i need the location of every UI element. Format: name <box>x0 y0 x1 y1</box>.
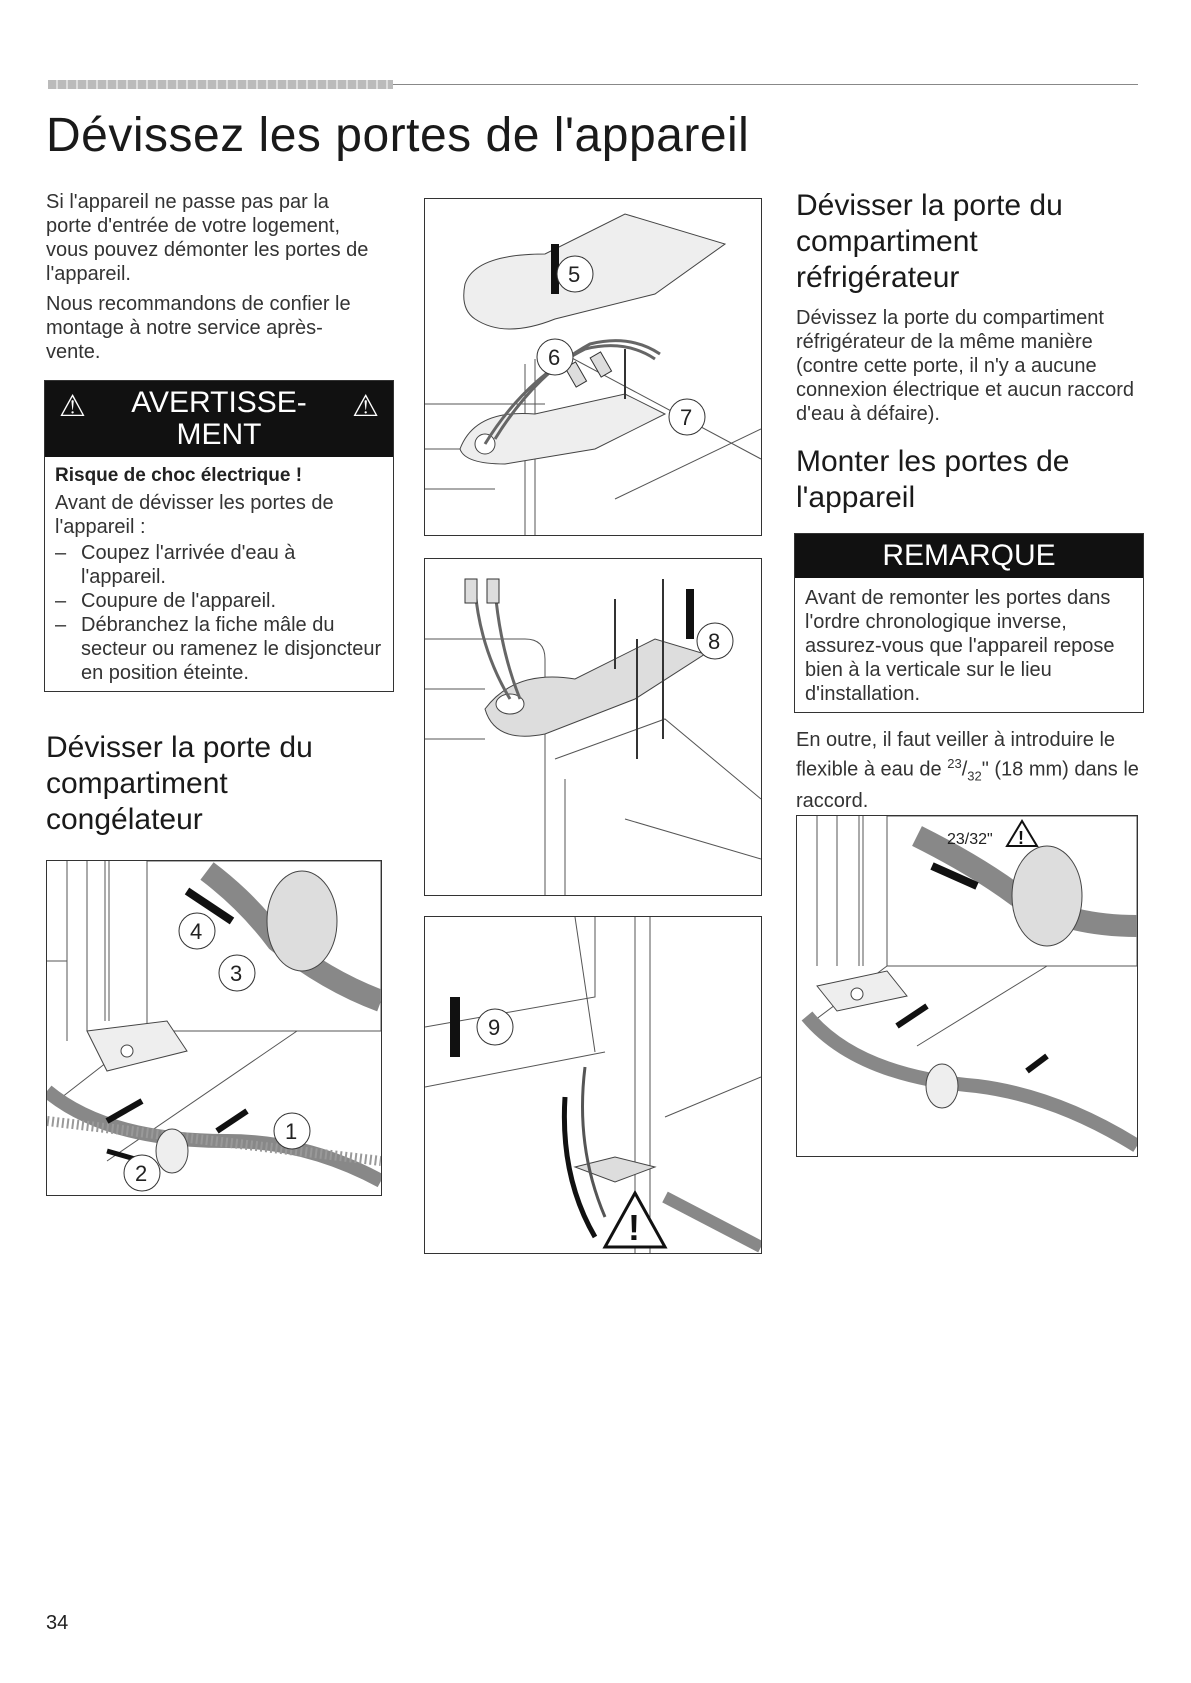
header-bar-pattern <box>48 80 393 89</box>
intro-paragraph-1: Si l'appareil ne passe pas par la porte d'entrée de votre logement, vous pouvez démonter les portes de l'appareil. <box>46 191 369 285</box>
warning-triangle-icon: ! <box>1018 828 1024 848</box>
warning-list <box>55 541 385 685</box>
figure-center-hinge <box>424 558 762 896</box>
list-item: – Coupez l'arrivée d'eau à l'appareil. <box>55 541 385 589</box>
list-item: – Débranchez la fiche mâle du secteur ou ramenez le disjoncteur en position éteinte. <box>55 613 385 685</box>
figure-door-lift <box>424 916 762 1254</box>
list-item: – Coupure de l'appareil. <box>55 589 385 613</box>
warning-box <box>44 380 394 692</box>
figure-measure-label: 23/32" <box>947 831 993 848</box>
warning-heading <box>45 381 393 457</box>
fraction-numerator: 23 <box>947 756 962 771</box>
warning-text: Avant de dévisser les portes de l'appareil : <box>55 492 334 538</box>
figure-freezer-hinge <box>46 860 382 1196</box>
figure-label: 9 <box>488 1015 501 1040</box>
note-body <box>795 578 1143 712</box>
extra-paragraph: En outre, il faut veiller à introduire le flexible à eau de $^{23}/_{32}$" (18 mm) dans le raccord. <box>796 729 1139 812</box>
freezer-heading: Dévisser la porte du compartiment congélateur <box>46 731 313 836</box>
figure-label: 1 <box>285 1119 298 1144</box>
figure-label: 8 <box>708 629 721 654</box>
figure-label: 4 <box>190 919 203 944</box>
warning-heading-line1: AVERTISSE- <box>131 386 307 419</box>
figure-water-hose <box>796 815 1138 1157</box>
note-text: Avant de remonter les portes dans l'ordre chronologique inverse, assurez-vous que l'appareil repose bien à la verticale sur le lieu d'installation. <box>805 587 1115 705</box>
warning-heading-line2: MENT <box>176 418 262 451</box>
page-number: 34 <box>46 1612 69 1634</box>
left-column <box>46 190 376 370</box>
warning-body <box>45 457 393 691</box>
warning-triangle-icon: ⚠ <box>352 390 379 423</box>
header-rule <box>393 84 1138 85</box>
figure-label: 3 <box>230 961 243 986</box>
warning-triangle-icon: ⚠ <box>59 390 86 423</box>
note-box <box>794 533 1144 713</box>
figure-label: 2 <box>135 1161 148 1186</box>
figure-label: 5 <box>568 262 581 287</box>
figure-label: 7 <box>680 405 693 430</box>
note-heading: REMARQUE <box>795 534 1143 578</box>
figure-top-hinge <box>424 198 762 536</box>
page-title: Dévissez les portes de l'appareil <box>46 109 750 162</box>
freezer-section <box>46 730 376 838</box>
header-bar <box>48 78 1138 92</box>
fraction-denominator: 32 <box>967 768 982 784</box>
warning-risk: Risque de choc électrique ! <box>55 465 303 486</box>
danger-icon: ! <box>628 1207 640 1248</box>
extra-text-after: " (18 mm) dans le raccord. <box>796 758 1139 812</box>
fridge-heading: Dévisser la porte du compartiment réfrigérateur <box>796 189 1063 294</box>
right-column <box>796 188 1136 516</box>
extra-text-before: En outre, il faut veiller à introduire le flexible à eau de <box>796 729 1116 781</box>
intro-paragraph-2: Nous recommandons de confier le montage à notre service après-vente. <box>46 293 351 363</box>
fridge-paragraph: Dévissez la porte du compartiment réfrigérateur de la même manière (contre cette porte, il n'y a aucune connexion électrique et aucun raccord d'eau à défaire). <box>796 307 1134 425</box>
mount-heading: Monter les portes de l'appareil <box>796 445 1070 514</box>
figure-label: 6 <box>548 345 561 370</box>
extra-section <box>796 728 1141 819</box>
